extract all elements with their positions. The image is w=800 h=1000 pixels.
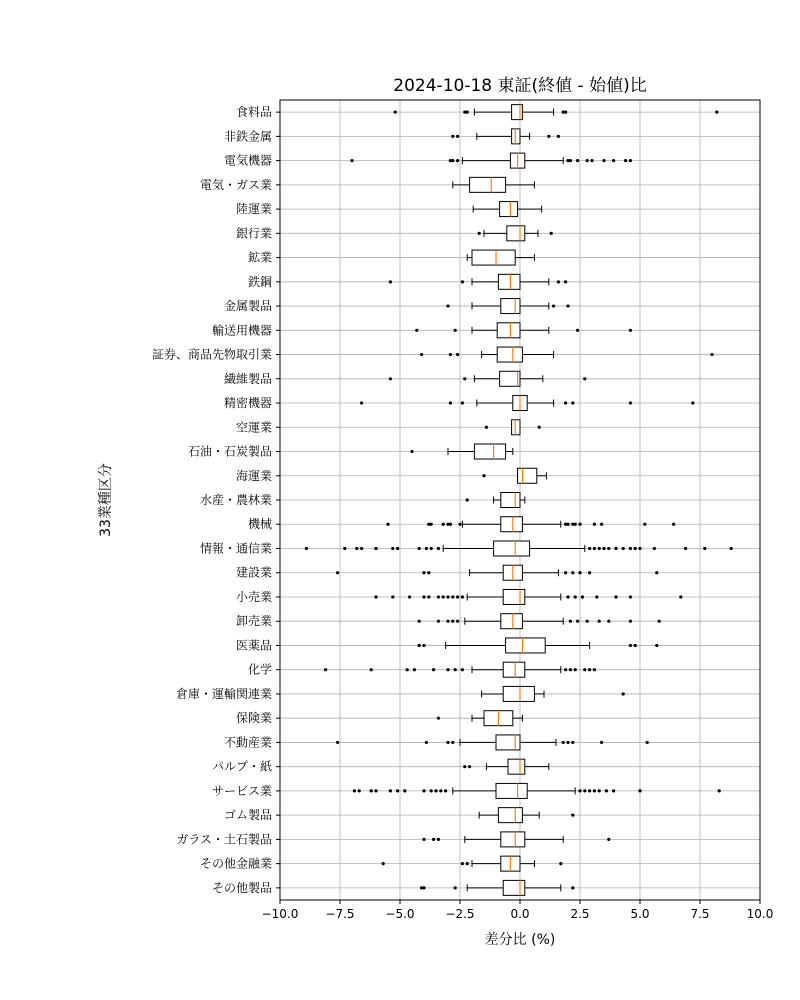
- iqr-box: [498, 274, 520, 289]
- outlier-point: [456, 595, 459, 598]
- outlier-point: [569, 620, 572, 623]
- outlier-point: [622, 692, 625, 695]
- outlier-point: [451, 135, 454, 138]
- outlier-point: [574, 523, 577, 526]
- outlier-point: [600, 741, 603, 744]
- category-label: その他製品: [211, 880, 272, 895]
- outlier-point: [466, 862, 469, 865]
- outlier-point: [583, 668, 586, 671]
- outlier-point: [370, 668, 373, 671]
- category-label: ゴム製品: [223, 808, 272, 823]
- outlier-point: [629, 620, 632, 623]
- outlier-point: [343, 547, 346, 550]
- box-group: [453, 177, 535, 192]
- outlier-point: [638, 789, 641, 792]
- outlier-point: [562, 741, 565, 744]
- outlier-point: [629, 159, 632, 162]
- outlier-point: [454, 668, 457, 671]
- outlier-point: [571, 741, 574, 744]
- category-label: 精密機器: [223, 396, 272, 411]
- category-label: 銀行業: [235, 226, 272, 241]
- outlier-point: [422, 595, 425, 598]
- outlier-point: [629, 595, 632, 598]
- category-label: サービス業: [211, 783, 272, 798]
- outlier-point: [446, 668, 449, 671]
- outlier-point: [446, 620, 449, 623]
- outlier-point: [655, 644, 658, 647]
- outlier-point: [451, 595, 454, 598]
- outlier-point: [451, 620, 454, 623]
- iqr-box: [497, 323, 520, 338]
- outlier-point: [653, 547, 656, 550]
- outlier-point: [576, 620, 579, 623]
- outlier-point: [614, 595, 617, 598]
- category-label: 非鉄金属: [223, 129, 272, 144]
- category-label: 化学: [247, 662, 272, 677]
- outlier-point: [643, 523, 646, 526]
- category-label: 陸運業: [235, 202, 272, 217]
- iqr-box: [507, 226, 525, 241]
- outlier-point: [538, 426, 541, 429]
- outlier-point: [550, 232, 553, 235]
- category-label: 電気機器: [223, 153, 272, 168]
- box-group: [473, 202, 541, 217]
- iqr-box: [498, 808, 522, 823]
- outlier-point: [624, 159, 627, 162]
- outlier-point: [578, 571, 581, 574]
- outlier-point: [454, 886, 457, 889]
- outlier-point: [430, 547, 433, 550]
- outlier-point: [422, 838, 425, 841]
- outlier-point: [444, 789, 447, 792]
- y-axis-label: 33業種区分: [98, 463, 114, 537]
- outlier-point: [336, 571, 339, 574]
- outlier-point: [593, 789, 596, 792]
- outlier-point: [718, 789, 721, 792]
- outlier-point: [566, 741, 569, 744]
- category-label: 石油・石炭製品: [187, 444, 272, 459]
- outlier-point: [360, 401, 363, 404]
- outlier-point: [482, 474, 485, 477]
- iqr-box: [503, 880, 525, 895]
- outlier-point: [374, 595, 377, 598]
- outlier-point: [468, 765, 471, 768]
- outlier-point: [463, 377, 466, 380]
- outlier-point: [571, 886, 574, 889]
- outlier-point: [578, 523, 581, 526]
- x-axis-label: 差分比 (%): [484, 932, 556, 948]
- box-group: [467, 250, 534, 265]
- iqr-box: [503, 662, 525, 677]
- category-label: 金属製品: [223, 299, 272, 314]
- outlier-point: [425, 741, 428, 744]
- iqr-box: [497, 347, 522, 362]
- iqr-box: [496, 735, 520, 750]
- outlier-point: [581, 595, 584, 598]
- outlier-point: [715, 111, 718, 114]
- outlier-point: [595, 595, 598, 598]
- outlier-point: [646, 741, 649, 744]
- outlier-point: [598, 789, 601, 792]
- outlier-point: [458, 523, 461, 526]
- outlier-point: [564, 668, 567, 671]
- outlier-point: [442, 523, 445, 526]
- outlier-point: [566, 523, 569, 526]
- outlier-point: [605, 789, 608, 792]
- iqr-box: [501, 299, 520, 314]
- outlier-point: [461, 668, 464, 671]
- outlier-point: [602, 547, 605, 550]
- outlier-point: [588, 789, 591, 792]
- outlier-point: [638, 547, 641, 550]
- outlier-point: [583, 789, 586, 792]
- outlier-point: [586, 159, 589, 162]
- outlier-point: [564, 401, 567, 404]
- outlier-point: [566, 595, 569, 598]
- outlier-point: [463, 765, 466, 768]
- outlier-point: [557, 135, 560, 138]
- iqr-box: [503, 589, 525, 604]
- outlier-point: [427, 571, 430, 574]
- outlier-point: [466, 498, 469, 501]
- outlier-point: [612, 789, 615, 792]
- x-tick-label: 2.5: [570, 907, 590, 921]
- outlier-point: [386, 523, 389, 526]
- outlier-point: [588, 668, 591, 671]
- outlier-point: [672, 523, 675, 526]
- outlier-point: [571, 814, 574, 817]
- outlier-point: [600, 523, 603, 526]
- iqr-box: [506, 638, 546, 653]
- outlier-point: [576, 159, 579, 162]
- outlier-point: [710, 353, 713, 356]
- outlier-point: [415, 329, 418, 332]
- outlier-point: [598, 547, 601, 550]
- outlier-point: [413, 668, 416, 671]
- outlier-point: [547, 135, 550, 138]
- outlier-point: [569, 159, 572, 162]
- outlier-point: [574, 595, 577, 598]
- category-label: 卸売業: [235, 614, 272, 629]
- outlier-point: [461, 401, 464, 404]
- outlier-point: [593, 523, 596, 526]
- outlier-point: [456, 135, 459, 138]
- outlier-point: [730, 547, 733, 550]
- outlier-point: [569, 668, 572, 671]
- outlier-point: [607, 620, 610, 623]
- outlier-point: [478, 232, 481, 235]
- category-label: 空運業: [235, 420, 272, 435]
- outlier-point: [691, 401, 694, 404]
- outlier-point: [427, 595, 430, 598]
- outlier-point: [629, 329, 632, 332]
- outlier-point: [389, 280, 392, 283]
- iqr-box: [501, 832, 525, 847]
- outlier-point: [559, 862, 562, 865]
- outlier-point: [432, 668, 435, 671]
- outlier-point: [451, 741, 454, 744]
- x-axis: [262, 900, 774, 921]
- outlier-point: [374, 789, 377, 792]
- iqr-box: [503, 686, 534, 701]
- outlier-point: [403, 789, 406, 792]
- outlier-point: [389, 377, 392, 380]
- iqr-box: [494, 541, 530, 556]
- iqr-box: [501, 493, 520, 508]
- outlier-point: [586, 620, 589, 623]
- outlier-point: [422, 789, 425, 792]
- x-tick-label: −7.5: [325, 907, 355, 921]
- outlier-point: [614, 547, 617, 550]
- outlier-point: [396, 547, 399, 550]
- category-label: ガラス・土石製品: [176, 832, 272, 847]
- iqr-box: [472, 250, 515, 265]
- category-label: 鉱業: [247, 250, 272, 265]
- category-label: 建設業: [235, 565, 272, 580]
- outlier-point: [437, 717, 440, 720]
- outlier-point: [574, 668, 577, 671]
- outlier-point: [382, 862, 385, 865]
- outlier-point: [571, 401, 574, 404]
- outlier-point: [437, 838, 440, 841]
- category-label: 保険業: [235, 711, 272, 726]
- outlier-point: [408, 595, 411, 598]
- outlier-point: [703, 547, 706, 550]
- x-tick-label: 10.0: [746, 907, 774, 921]
- outlier-point: [576, 329, 579, 332]
- category-label: 食料品: [235, 105, 272, 120]
- outlier-point: [607, 547, 610, 550]
- outlier-point: [629, 401, 632, 404]
- outlier-point: [564, 111, 567, 114]
- outlier-point: [418, 547, 421, 550]
- outlier-point: [449, 523, 452, 526]
- outlier-point: [305, 547, 308, 550]
- outlier-point: [593, 547, 596, 550]
- category-label: 倉庫・運輸関連業: [175, 686, 272, 701]
- category-label: 機械: [247, 517, 272, 532]
- outlier-point: [679, 595, 682, 598]
- x-tick-label: −2.5: [445, 907, 475, 921]
- category-label: 繊維製品: [223, 371, 272, 386]
- iqr-box: [501, 614, 523, 629]
- outlier-point: [466, 111, 469, 114]
- outlier-point: [456, 353, 459, 356]
- outlier-point: [552, 304, 555, 307]
- outlier-point: [360, 547, 363, 550]
- outlier-point: [590, 159, 593, 162]
- outlier-point: [370, 789, 373, 792]
- outlier-point: [422, 571, 425, 574]
- outlier-point: [446, 595, 449, 598]
- outlier-point: [446, 741, 449, 744]
- outlier-point: [406, 668, 409, 671]
- iqr-box: [512, 105, 523, 120]
- outlier-point: [422, 644, 425, 647]
- category-label: その他金融業: [199, 856, 272, 871]
- outlier-point: [430, 789, 433, 792]
- outlier-point: [391, 595, 394, 598]
- outlier-point: [425, 547, 428, 550]
- category-label: 輸送用機器: [211, 323, 272, 338]
- outlier-point: [324, 668, 327, 671]
- outlier-point: [391, 547, 394, 550]
- category-label: 鉄鋼: [247, 274, 272, 289]
- category-label: 証券、商品先物取引業: [151, 347, 272, 362]
- category-label: 水産・農林業: [199, 493, 272, 507]
- outlier-point: [629, 644, 632, 647]
- iqr-box: [508, 759, 525, 774]
- outlier-point: [353, 789, 356, 792]
- iqr-box: [500, 371, 520, 386]
- outlier-point: [437, 595, 440, 598]
- outlier-point: [658, 620, 661, 623]
- outlier-point: [432, 838, 435, 841]
- outlier-point: [578, 789, 581, 792]
- outlier-point: [389, 789, 392, 792]
- outlier-point: [485, 426, 488, 429]
- outlier-point: [564, 280, 567, 283]
- outlier-point: [418, 644, 421, 647]
- outlier-point: [437, 620, 440, 623]
- x-tick-label: −5.0: [385, 907, 415, 921]
- outlier-point: [629, 547, 632, 550]
- iqr-box: [496, 783, 527, 798]
- outlier-point: [684, 547, 687, 550]
- outlier-point: [456, 620, 459, 623]
- outlier-point: [449, 353, 452, 356]
- outlier-point: [634, 547, 637, 550]
- category-label: 情報・通信業: [199, 541, 272, 556]
- outlier-point: [634, 644, 637, 647]
- outlier-point: [583, 377, 586, 380]
- iqr-box: [470, 177, 506, 192]
- outlier-point: [571, 571, 574, 574]
- category-label: 小売業: [235, 589, 272, 604]
- outlier-point: [410, 450, 413, 453]
- x-tick-label: 7.5: [690, 907, 710, 921]
- outlier-point: [598, 620, 601, 623]
- outlier-point: [461, 280, 464, 283]
- outlier-point: [394, 111, 397, 114]
- outlier-point: [602, 159, 605, 162]
- iqr-box: [518, 468, 537, 483]
- outlier-point: [422, 886, 425, 889]
- outlier-point: [564, 571, 567, 574]
- outlier-point: [454, 329, 457, 332]
- outlier-point: [588, 547, 591, 550]
- outlier-point: [557, 280, 560, 283]
- outlier-point: [593, 668, 596, 671]
- chart-title: 2024-10-18 東証(終値 - 始値)比: [393, 76, 647, 96]
- outlier-point: [374, 547, 377, 550]
- outlier-point: [439, 789, 442, 792]
- outlier-point: [607, 838, 610, 841]
- iqr-box: [500, 202, 518, 217]
- category-label: パルプ・紙: [211, 759, 272, 774]
- category-label: 海運業: [235, 468, 272, 483]
- x-tick-label: 0.0: [510, 907, 530, 921]
- outlier-point: [461, 862, 464, 865]
- outlier-point: [434, 789, 437, 792]
- outlier-point: [437, 547, 440, 550]
- outlier-point: [430, 523, 433, 526]
- outlier-point: [456, 159, 459, 162]
- category-label: 医薬品: [235, 638, 272, 653]
- outlier-point: [451, 159, 454, 162]
- outlier-point: [655, 571, 658, 574]
- outlier-point: [461, 595, 464, 598]
- outlier-point: [442, 595, 445, 598]
- outlier-point: [396, 789, 399, 792]
- outlier-point: [355, 547, 358, 550]
- category-label: 電気・ガス業: [199, 177, 272, 192]
- outlier-point: [612, 159, 615, 162]
- outlier-point: [358, 789, 361, 792]
- outlier-point: [420, 353, 423, 356]
- outlier-point: [449, 401, 452, 404]
- outlier-point: [418, 620, 421, 623]
- category-label: 不動産業: [223, 735, 272, 750]
- outlier-point: [588, 571, 591, 574]
- y-axis: [152, 104, 280, 895]
- iqr-box: [501, 517, 523, 532]
- outlier-point: [446, 304, 449, 307]
- x-tick-label: −10.0: [261, 907, 299, 921]
- x-tick-label: 5.0: [630, 907, 650, 921]
- outlier-point: [336, 741, 339, 744]
- outlier-point: [566, 304, 569, 307]
- iqr-box: [474, 444, 505, 459]
- outlier-point: [350, 159, 353, 162]
- outlier-point: [622, 547, 625, 550]
